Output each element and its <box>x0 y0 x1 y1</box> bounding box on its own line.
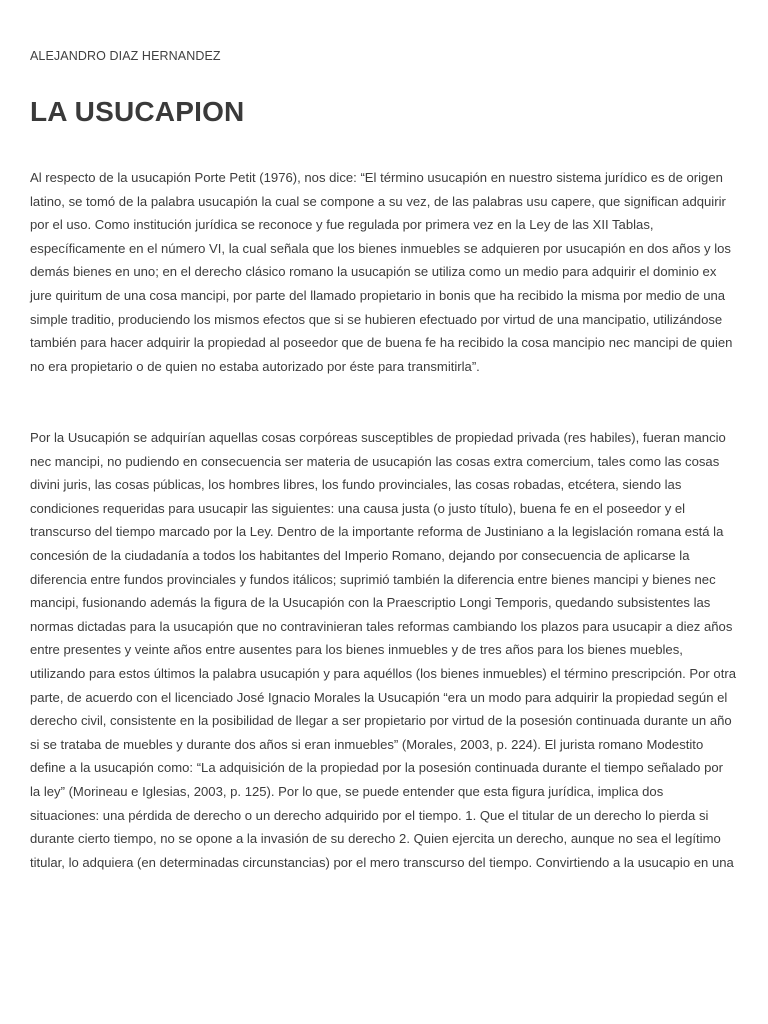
paragraph-1: Al respecto de la usucapión Porte Petit (1976), nos dice: “El término usucapión en nuestro sistema jurídico es de origen latino, se tomó de la palabra usucapión la cual se compone a su vez, de las palabras usu capere, que significan adquirir por el uso. Como institución jurídica se reconoce y fue regulada por primera vez en la Ley de las XII Tablas, específicamente en el número VI, la cual señala que los bienes inmuebles se adquieren por usucapión en dos años y los demás bienes en uno; en el derecho clásico romano la usucapión se utiliza como un medio para adquirir el dominio ex jure quiritum de una cosa mancipi, por parte del llamado propietario in bonis que ha recibido la misma por medio de una simple traditio, produciendo los mismos efectos que si se hubieren efectuado por virtud de una mancipatio, utilizándose también para hacer adquirir la propiedad al poseedor que de buena fe ha recibido la cosa mancipio nec mancipi de quien no era propietario o de quien no estaba autorizado por éste para transmitirla”. <box>30 170 733 374</box>
document-title: LA USUCAPION <box>30 96 245 127</box>
author-name: ALEJANDRO DIAZ HERNANDEZ <box>30 49 221 63</box>
paragraph-2: Por la Usucapión se adquirían aquellas cosas corpóreas susceptibles de propiedad privada (res habiles), fueran mancio nec mancipi, no pudiendo en consecuencia ser materia de usucapión las cosas extra comercium, tales como las cosas divini juris, las cosas públicas, los hombres libres, los fundo provinciales, las cosas robadas, etcétera, siendo las condiciones requeridas para usucapir las siguientes: una causa justa (o justo título), buena fe en el poseedor y el transcurso del tiempo marcado por la Ley. Dentro de la importante reforma de Justiniano a la legislación romana está la concesión de la ciudadanía a todos los habitantes del Imperio Romano, dejando por consecuencia de aplicarse la diferencia entre fundos provinciales y fundos itálicos; suprimió también la diferencia entre bienes mancipi y bienes nec mancipi, fusionando además la figura de la Usucapión con la Praescriptio Longi Temporis, quedando subsistentes las normas dictadas para la usucapión que no contravinieran tales reformas cambiando los plazos para usucapir a diez años entre presentes y veinte años entre ausentes para los bienes inmuebles y de tres años para los bienes muebles, utilizando para estos últimos la palabra usucapión y para aquéllos (los bienes inmuebles) el término prescripción. Por otra parte, de acuerdo con el licenciado José Ignacio Morales la Usucapión “era un modo para adquirir la propiedad según el derecho civil, consistente en la posibilidad de llegar a ser propietario por virtud de la posesión continuada durante un año si se trataba de muebles y durante dos años si eran inmuebles” (Morales, 2003, p. 224). El jurista romano Modestito define a la usucapión como: “La adquisición de la propiedad por la posesión continuada durante el tiempo señalado por la ley” (Morineau e Iglesias, 2003, p. 125). Por lo que, se puede entender que esta figura jurídica, implica dos situaciones: una pérdida de derecho o un derecho adquirido por el tiempo. 1. Que el titular de un derecho lo pierda si durante cierto tiempo, no se opone a la invasión de su derecho 2. Quien ejercita un derecho, aunque no sea el legítimo titular, lo adquiera (en determinadas circunstancias) por el mero transcurso del tiempo. Convirtiendo a la usucapio en una <box>30 430 736 870</box>
document-page <box>30 0 736 1024</box>
